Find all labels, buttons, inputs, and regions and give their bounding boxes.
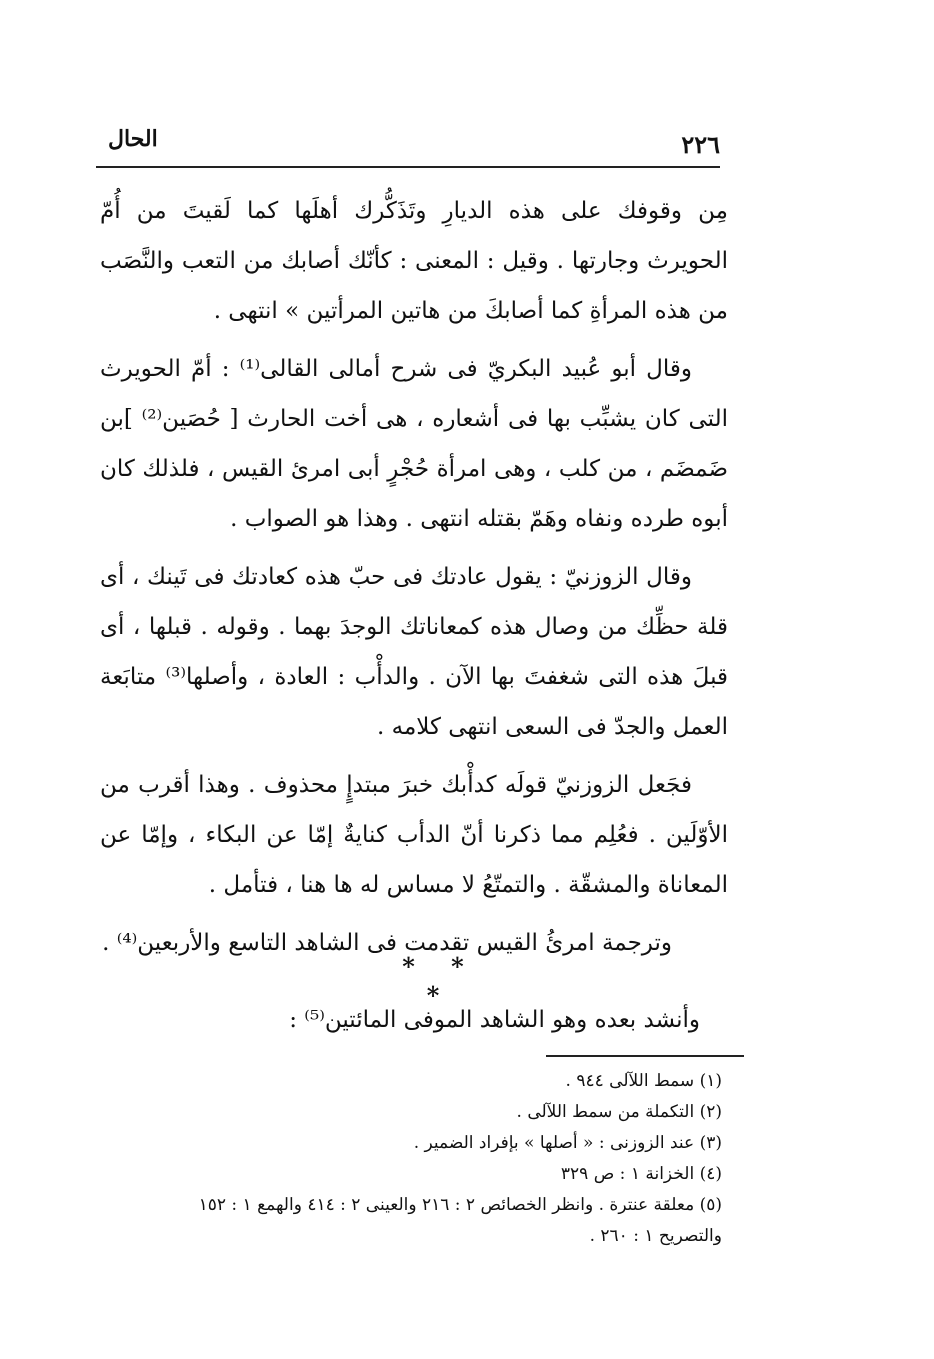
page-header	[96, 122, 720, 162]
footnote-1: (١) سمط اللآلى ٩٤٤ .	[565, 1071, 722, 1091]
footnote-5: (٥) معلقة عنترة . وانظر الخصائص ٢ : ٢١٦ والعينى ٢ : ٤١٤ والهمع ١ : ١٥٢	[198, 1195, 722, 1215]
paragraph-5: وترجمة امرئُ القيس تقدمت فى الشاهد التاسع والأربعين⁽⁴⁾ .	[102, 930, 672, 956]
footnote-3: (٣) عند الزوزنى : « أصلها » بإفراد الضمير .	[413, 1133, 722, 1153]
paragraph-1: مِن وقوفك على هذه الديارِ وتَذَكُّرك أهلَها كما لَقيتَ من أُمّ الحويرث وجارتها . وقيل : المعنى : كأنّك أصابك من التعب والنَّصَب من هذه المرأةِ كما أصابكَ من هاتين المرأتين » انتهى .	[100, 198, 728, 324]
recitation-line: وأنشد بعده وهو الشاهد الموفى المائتين⁽⁵⁾ :	[289, 1007, 700, 1033]
paragraph-3: وقال الزوزنيّ : يقول عادتك فى حبّ هذه كعادتك فى تَينك ، أى قلة حظِّك من وصال هذه كمعاناتك الوجدَ بهما . وقوله . قبلها ، أى قبلَ هذه التى شغفتَ بها الآن . والدأْب : العادة ، وأصلها⁽³⁾ متابَعة العمل والجدّ فى السعى انتهى كلامه .	[100, 564, 728, 740]
paragraph-4: فجَعل الزوزنيّ قولَه كدأْبك خبرَ مبتدإٍ محذوف . وهذا أقرب من الأوّلَين . فعُلِم مما ذكرنا أنّ الدأب كنايةٌ إمّا عن البكاء ، وإمّا عن المعاناة والمشقّة . والتمتّعُ لا مساس له ها هنا ، فتأمل .	[100, 772, 728, 898]
header-rule	[96, 166, 720, 168]
paragraph-2: وقال أبو عُبيد البكريّ فى شرح أمالى القالى⁽¹⁾ : أمّ الحويرث التى كان يشبِّب بها فى أشعاره ، هى أخت الحارث [ حُصَين⁽²⁾ ]بن ضَمضَم ، من كلب ، وهى امرأة حُجْرٍ أبى امرئ القيس ، فلذلك كان أبوه طرده ونفاه وهَمّ بقتله انتهى . وهذا هو الصواب .	[100, 356, 728, 532]
section-separator: * * *	[402, 952, 478, 1010]
footnotes	[110, 1066, 722, 1252]
footnote-5-continued: والتصريح ١ : ٢٦٠ .	[589, 1226, 722, 1246]
running-head: الحال	[108, 126, 158, 152]
page-number: ٢٢٦	[681, 130, 720, 159]
main-text	[100, 186, 728, 976]
footnote-4: (٤) الخزانة ١ : ص ٣٢٩	[560, 1164, 722, 1184]
footnote-2: (٢) التكملة من سمط اللآلى .	[516, 1102, 722, 1122]
footnote-rule	[546, 1055, 744, 1057]
